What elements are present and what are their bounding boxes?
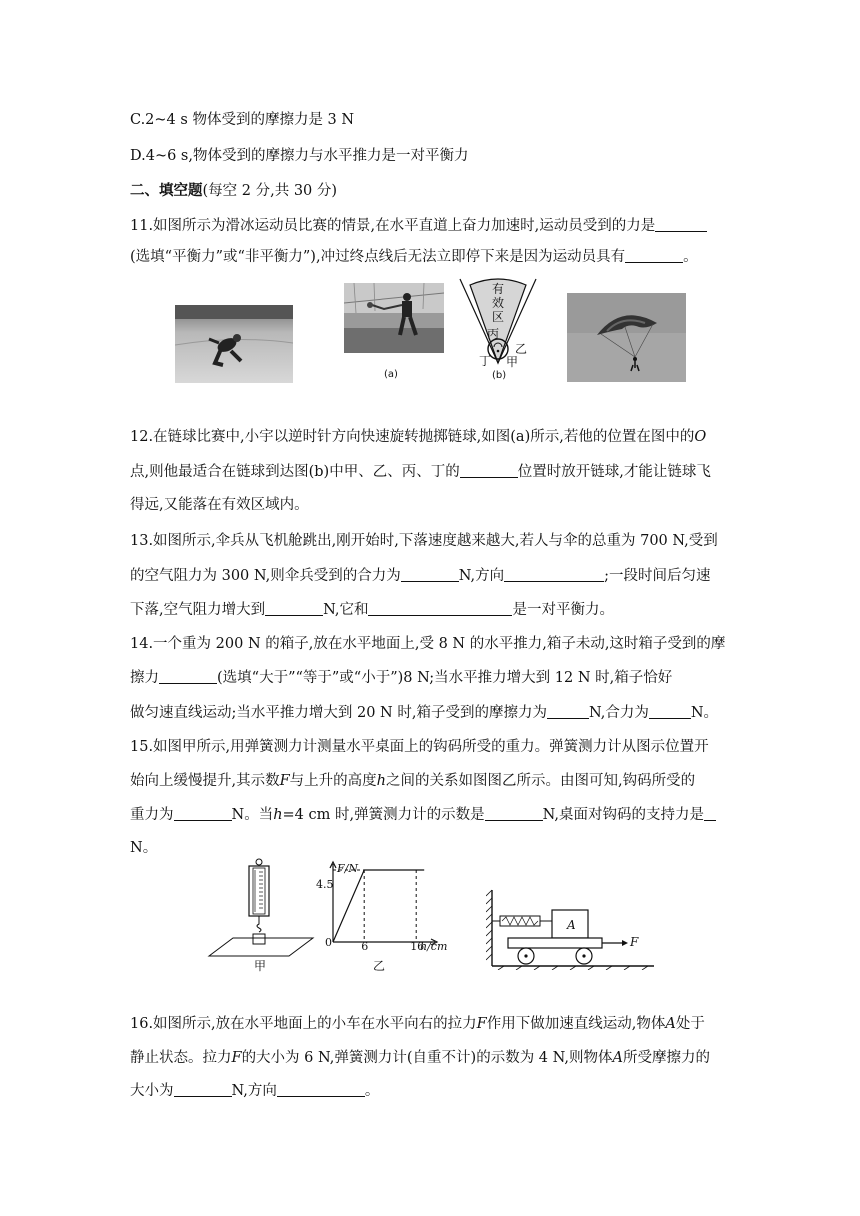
q12-text3: 位置时放开链球,才能让链球飞	[517, 464, 711, 480]
q15-line2	[130, 771, 695, 791]
q16-var-f: F	[476, 1016, 487, 1032]
q15-line3	[130, 805, 716, 825]
q11-blank2[interactable]	[625, 248, 683, 263]
q15-var-h2: h	[273, 807, 283, 823]
q16-text4: 静止状态。拉力	[130, 1050, 232, 1066]
q12-blank1[interactable]	[460, 463, 518, 478]
parachute-photo	[567, 293, 686, 382]
q15-text5: N。当	[231, 807, 274, 823]
q14-text1: 擦力	[130, 670, 159, 686]
q16-text8: N,方向	[231, 1083, 277, 1099]
q13-line1: 13.如图所示,伞兵从飞机舱跳出,刚开始时,下落速度越来越大,若人与伞的总重为 700 N,受到	[130, 533, 718, 549]
q15-text1: 始向上缓慢提升,其示数	[130, 773, 280, 789]
x-axis-label: h/cm	[420, 940, 448, 953]
zone-char-2: 效	[491, 296, 504, 310]
spring-scale-figure	[205, 858, 315, 958]
label-jia-2: 甲	[254, 959, 267, 973]
section2-note: (每空 2 分,共 30 分)	[202, 183, 338, 199]
q15-text6: =4 cm 时,弹簧测力计的示数是	[282, 807, 485, 823]
q16-blank1[interactable]	[174, 1082, 232, 1097]
option-d: D.4~6 s,物体受到的摩擦力与水平推力是一对平衡力	[130, 148, 469, 164]
q16-text2: 作用下做加速直线运动,物体	[486, 1016, 666, 1032]
q16-line3	[130, 1081, 379, 1101]
q16-line2	[130, 1048, 710, 1068]
q11-blank1[interactable]	[655, 217, 707, 232]
x-tick-label-1: 6	[361, 940, 369, 953]
q13-blank1[interactable]	[401, 567, 459, 582]
q16-line1	[130, 1014, 705, 1034]
q15-var-f: F	[279, 773, 290, 789]
block-a-label: A	[567, 918, 576, 932]
q16-var-f2: F	[231, 1050, 242, 1066]
label-bing: 丙	[487, 327, 500, 341]
q15-text4: 重力为	[130, 807, 174, 823]
q13-text3: ;一段时间后匀速	[604, 568, 711, 584]
q16-var-a2: A	[612, 1050, 623, 1066]
q13-blank2[interactable]	[504, 567, 604, 582]
q16-text1: 16.如图所示,放在水平地面上的小车在水平向右的拉力	[130, 1016, 477, 1032]
label-yi-2: 乙	[373, 959, 386, 973]
option-c: C.2~4 s 物体受到的摩擦力是 3 N	[130, 112, 355, 128]
q15-text3: 之间的关系如图图乙所示。由图可知,钩码所受的	[386, 773, 696, 789]
q13-text4: 下落,空气阻力增大到	[130, 602, 266, 618]
label-jia: 甲	[506, 355, 519, 369]
q16-text7: 大小为	[130, 1083, 174, 1099]
q11-line2	[130, 247, 698, 267]
q15-blank2[interactable]	[485, 806, 543, 821]
q14-line2	[130, 668, 672, 688]
q13-text2: N,方向	[458, 568, 505, 584]
q13-text6: 是一对平衡力。	[512, 602, 614, 618]
q14-blank3[interactable]	[649, 704, 691, 719]
section2-title: 二、填空题	[130, 182, 203, 199]
q15-text2: 与上升的高度	[289, 773, 377, 789]
q16-var-a: A	[665, 1016, 676, 1032]
q14-line1: 14.一个重为 200 N 的箱子,放在水平地面上,受 8 N 的水平推力,箱子未动,这时箱子受到的摩	[130, 636, 726, 652]
q13-line2	[130, 566, 711, 586]
q11-text2: (选填“平衡力”或“非平衡力”),冲过终点线后无法立即停下来是因为运动员具有	[130, 249, 626, 265]
q16-text5: 的大小为 6 N,弹簧测力计(自重不计)的示数为 4 N,则物体	[241, 1050, 613, 1066]
q16-text3: 处于	[675, 1016, 705, 1032]
series-line	[333, 870, 424, 942]
q15-line1: 15.如图甲所示,用弹簧测力计测量水平桌面上的钩码所受的重力。弹簧测力计从图示位置开	[130, 739, 709, 755]
hammer-thrower-photo	[344, 283, 444, 353]
label-a: (a)	[384, 369, 398, 380]
q14-text3: 做匀速直线运动;当水平推力增大到 20 N 时,箱子受到的摩擦力为	[130, 705, 547, 721]
q13-line3	[130, 600, 614, 620]
q12-line1	[130, 427, 706, 447]
y-tick-label: 4.5	[316, 878, 334, 891]
q11-line1	[130, 216, 707, 236]
label-ding: 丁	[479, 354, 492, 368]
q14-blank1[interactable]	[159, 669, 217, 684]
x-tick-label-2: 16	[410, 940, 425, 953]
q14-line3	[130, 703, 718, 723]
q15-line4: N。	[130, 840, 158, 856]
q14-text5: N。	[690, 705, 719, 721]
q15-blank3[interactable]	[704, 806, 716, 821]
q12-text2: 点,则他最适合在链球到达图(b)中甲、乙、丙、丁的	[130, 464, 460, 480]
q13-blank4[interactable]	[368, 601, 512, 616]
section2-heading	[130, 181, 337, 201]
q13-text1: 的空气阻力为 300 N,则伞兵受到的合力为	[130, 568, 401, 584]
q11-text3: 。	[683, 249, 698, 265]
q16-blank2[interactable]	[277, 1082, 365, 1097]
q15-text7: N,桌面对钩码的支持力是	[542, 807, 704, 823]
zone-char-1: 有	[491, 282, 504, 296]
q12-text1: 12.在链球比赛中,小宇以逆时针方向快速旋转抛掷链球,如图(a)所示,若他的位置在图中的	[130, 429, 695, 445]
q11-text1: 11.如图所示为滑冰运动员比赛的情景,在水平直道上奋力加速时,运动员受到的力是	[130, 218, 656, 234]
q12-line2	[130, 462, 711, 482]
q14-text2: (选填“大于”“等于”或“小于”)8 N;当水平推力增大到 12 N 时,箱子恰好	[217, 670, 673, 686]
q12-line3: 得远,又能落在有效区域内。	[130, 497, 309, 513]
q16-text9: 。	[364, 1083, 380, 1099]
q15-blank1[interactable]	[174, 806, 232, 821]
q15-var-h: h	[376, 773, 387, 789]
valid-zone-label	[491, 282, 505, 324]
q13-blank3[interactable]	[265, 601, 323, 616]
label-yi: 乙	[515, 342, 528, 356]
label-b: (b)	[492, 370, 507, 381]
q14-blank2[interactable]	[547, 704, 589, 719]
zone-char-3: 区	[491, 310, 504, 324]
q14-text4: N,合力为	[588, 705, 649, 721]
q12-var-o: O	[694, 429, 707, 445]
q13-text5: N,它和	[323, 602, 369, 618]
origin-label: 0	[325, 936, 332, 949]
y-axis-label: F/N	[337, 862, 358, 875]
force-f-label: F	[630, 935, 639, 949]
skater-photo	[175, 305, 293, 383]
q16-text6: 所受摩擦力的	[623, 1050, 710, 1066]
